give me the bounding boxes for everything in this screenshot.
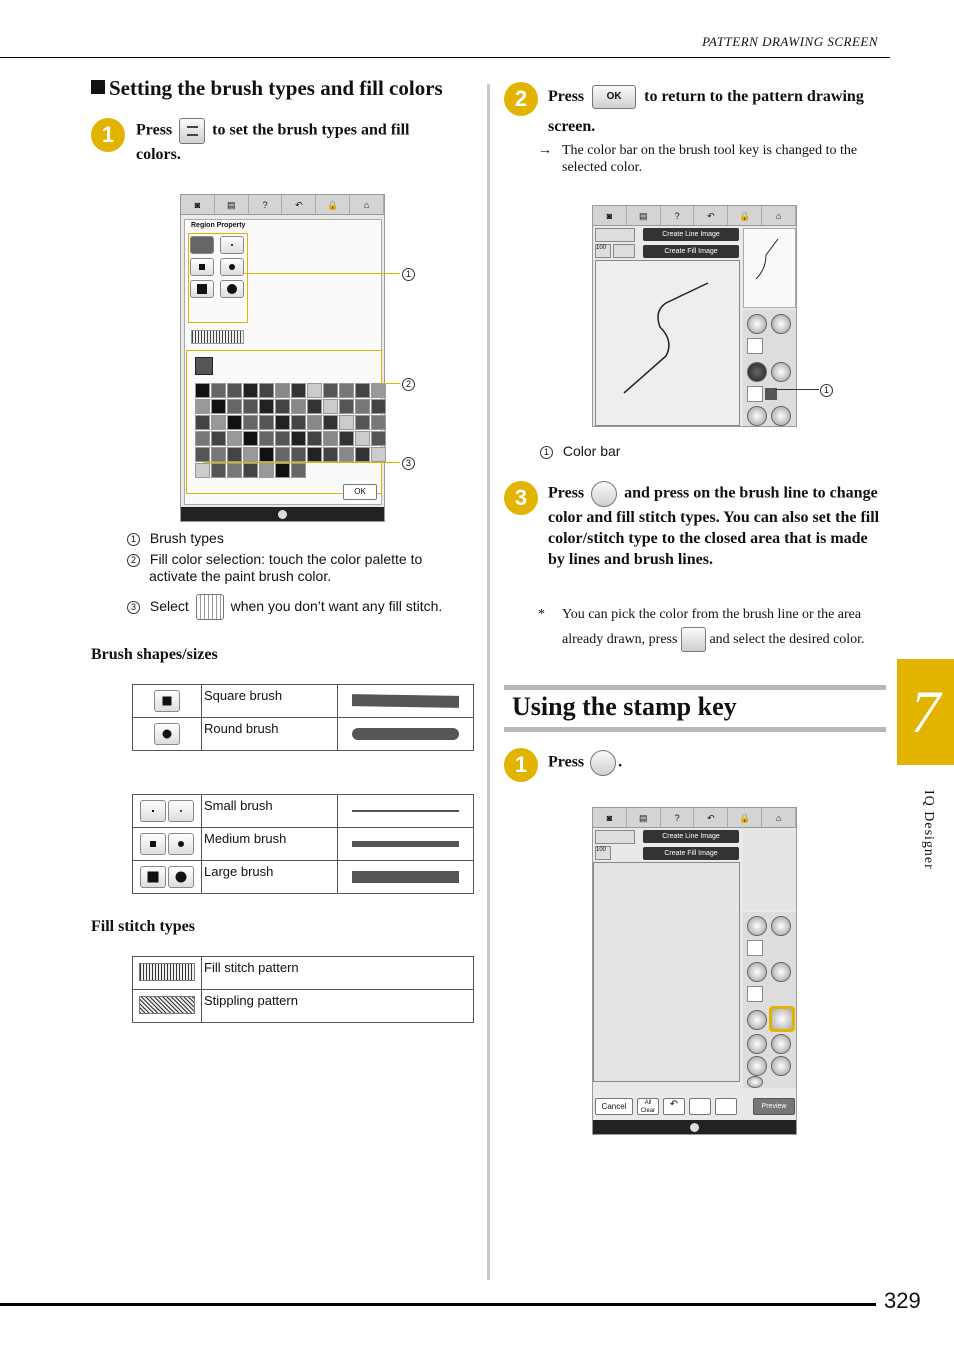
lock-icon[interactable]: 🔒 [728, 206, 762, 225]
palette-swatch[interactable] [211, 415, 226, 430]
current-color-swatch [195, 357, 213, 375]
palette-swatch[interactable] [291, 383, 306, 398]
palette-swatch[interactable] [243, 447, 258, 462]
camera-icon[interactable]: ◙ [593, 206, 627, 225]
small-brush-label: Small brush [202, 795, 338, 828]
palette-swatch[interactable] [275, 431, 290, 446]
brush-medium-round[interactable] [220, 258, 244, 276]
cut-icon[interactable] [771, 1034, 791, 1054]
line-type-icon[interactable] [771, 916, 791, 936]
palette-swatch[interactable] [371, 447, 386, 462]
running-header: PATTERN DRAWING SCREEN [702, 34, 878, 49]
brush-shapes-table [132, 684, 474, 751]
scroll-down-icon[interactable] [690, 1123, 699, 1132]
preview-button[interactable]: Preview [753, 1098, 795, 1115]
caption-no-fill: 3 Select when you don’t want any fill stitch. [127, 593, 467, 620]
no-fill-stitch-icon [196, 594, 224, 620]
palette-swatch[interactable] [323, 415, 338, 430]
step-3-note: * You can pick the color from the brush line or the area already drawn, press and select the desired color. [538, 602, 883, 652]
line-tool-button[interactable] [595, 830, 635, 844]
palette-swatch[interactable] [259, 447, 274, 462]
palette-swatch[interactable] [371, 415, 386, 430]
palette-swatch[interactable] [227, 415, 242, 430]
home-icon[interactable]: ⌂ [762, 808, 796, 827]
palette-swatch[interactable] [323, 383, 338, 398]
round-brush-label: Round brush [202, 718, 338, 751]
palette-swatch[interactable] [275, 399, 290, 414]
callout-line-color-bar [775, 389, 819, 390]
callout-num-1: 1 [820, 384, 833, 397]
palette-swatch[interactable] [371, 399, 386, 414]
section-title: Setting the brush types and fill colors [91, 76, 443, 101]
palette-swatch[interactable] [227, 463, 242, 478]
help-icon[interactable]: ? [661, 206, 695, 225]
eyedropper-icon[interactable] [747, 386, 763, 402]
palette-swatch[interactable] [195, 447, 210, 462]
palette-swatch[interactable] [323, 447, 338, 462]
table-row [133, 718, 474, 751]
brush-shapes-heading: Brush shapes/sizes [91, 646, 218, 663]
region-property-button[interactable] [179, 118, 205, 144]
brush-types-group [188, 233, 248, 323]
round-brush-sample [352, 728, 459, 740]
step-2-text: Press OK to return to the pattern drawing screen. [548, 82, 883, 142]
undo-icon[interactable]: ↶ [694, 206, 728, 225]
callout-num-3: 3 [402, 457, 415, 470]
drawing-canvas[interactable] [595, 260, 740, 426]
callout-num-2: 2 [402, 378, 415, 391]
palette-swatch[interactable] [227, 447, 242, 462]
step-number: 1 [504, 748, 538, 782]
brush-tool-icon[interactable] [747, 962, 767, 982]
table-row [133, 828, 474, 861]
palette-swatch[interactable] [195, 431, 210, 446]
color-palette[interactable] [195, 383, 386, 478]
palette-swatch[interactable] [355, 383, 370, 398]
all-clear-button[interactable]: All Clear [637, 1098, 659, 1115]
palette-swatch[interactable] [339, 383, 354, 398]
brush-tiny-square[interactable] [190, 236, 214, 254]
palette-swatch[interactable] [259, 431, 274, 446]
palette-swatch[interactable] [195, 383, 210, 398]
table-row [133, 957, 474, 990]
stamp-section-band [504, 685, 886, 732]
square-brush-icon [154, 690, 180, 712]
brush-medium-square[interactable] [190, 258, 214, 276]
palette-swatch[interactable] [307, 399, 322, 414]
palette-swatch[interactable] [259, 383, 274, 398]
screen-footer [593, 1120, 796, 1134]
medium-brush-label: Medium brush [202, 828, 338, 861]
clear-button[interactable] [689, 1098, 711, 1115]
stamp-section-title: Using the stamp key [512, 692, 737, 721]
palette-swatch[interactable] [371, 431, 386, 446]
color-palette-group [186, 350, 382, 494]
fill-stitch-pattern-icon [139, 963, 195, 981]
palette-swatch[interactable] [227, 431, 242, 446]
cancel-button[interactable]: Cancel [595, 1098, 633, 1115]
palette-swatch[interactable] [307, 415, 322, 430]
callout-line-2 [381, 383, 400, 384]
small-brush-sample [352, 810, 459, 812]
medium-brush-sample [352, 841, 459, 847]
ok-button-icon: OK [592, 85, 636, 109]
palette-swatch[interactable] [339, 415, 354, 430]
step-2-result: → The color bar on the brush tool key is changed to the selected color. [538, 143, 858, 175]
screen-footer [181, 507, 384, 521]
stamp-icon[interactable] [769, 1006, 795, 1032]
stamp-step-1-text: Press . [548, 750, 622, 776]
line-tool-icon[interactable] [747, 314, 767, 334]
palette-swatch[interactable] [259, 415, 274, 430]
screen-toolbar [181, 195, 384, 215]
eyedropper-icon[interactable] [747, 338, 763, 354]
palette-swatch[interactable] [307, 431, 322, 446]
header-rule [0, 57, 890, 58]
palette-swatch[interactable] [243, 383, 258, 398]
eyedropper-icon[interactable] [747, 986, 763, 1002]
camera-icon[interactable]: ◙ [593, 808, 627, 827]
brush-type-icon[interactable] [771, 362, 791, 382]
palette-swatch[interactable] [243, 463, 258, 478]
palette-swatch[interactable] [275, 415, 290, 430]
stippling-pattern-icon [139, 996, 195, 1014]
caption-color-bar: 1 Color bar [540, 443, 620, 460]
palette-swatch[interactable] [371, 383, 386, 398]
file-icon[interactable]: ▤ [215, 195, 249, 214]
callout-line-3 [203, 462, 400, 463]
zoom-icon[interactable] [613, 244, 635, 258]
step-number: 3 [504, 481, 538, 515]
palette-swatch[interactable] [307, 383, 322, 398]
screen-toolbar [593, 206, 796, 226]
brush-sizes-table [132, 794, 474, 894]
palette-swatch[interactable] [195, 463, 210, 478]
tool-panel [743, 912, 796, 1088]
redo-button[interactable] [715, 1098, 737, 1115]
square-brush-label: Square brush [202, 685, 338, 718]
large-square-brush-icon [140, 866, 166, 888]
zoom-level[interactable]: 100 [595, 846, 611, 860]
palette-swatch[interactable] [243, 431, 258, 446]
preview-line [744, 229, 797, 309]
region-property-screen [180, 194, 385, 522]
small-round-brush-icon [168, 800, 194, 822]
step-number: 2 [504, 82, 538, 116]
line-tool-icon[interactable] [747, 916, 767, 936]
callout-line-1 [245, 273, 400, 274]
camera-icon[interactable]: ◙ [181, 195, 215, 214]
brush-type-icon[interactable] [771, 962, 791, 982]
palette-swatch[interactable] [291, 399, 306, 414]
step-number: 1 [91, 118, 125, 152]
palette-swatch[interactable] [355, 399, 370, 414]
panel-title: Region Property [191, 222, 246, 229]
palette-swatch[interactable] [323, 431, 338, 446]
palette-swatch[interactable] [355, 431, 370, 446]
brush-tiny-round[interactable] [220, 236, 244, 254]
table-row [133, 861, 474, 894]
eraser-icon[interactable] [747, 406, 767, 426]
lock-icon[interactable]: 🔒 [728, 808, 762, 827]
help-icon[interactable]: ? [249, 195, 283, 214]
table-row [133, 795, 474, 828]
fill-types-table [132, 956, 474, 1023]
stamp-icon[interactable] [771, 406, 791, 426]
table-row [133, 990, 474, 1023]
fill-stitch-selector[interactable] [191, 330, 244, 344]
eraser-icon[interactable] [747, 1010, 767, 1030]
undo-icon[interactable]: ↶ [694, 808, 728, 827]
small-square-brush-icon [140, 800, 166, 822]
palette-swatch[interactable] [339, 447, 354, 462]
zoom-level[interactable]: 100 [595, 244, 611, 258]
palette-swatch[interactable] [227, 399, 242, 414]
column-divider [487, 84, 490, 1280]
palette-swatch[interactable] [355, 447, 370, 462]
palette-swatch[interactable] [211, 383, 226, 398]
stippling-label: Stippling pattern [202, 990, 474, 1023]
palette-swatch[interactable] [211, 399, 226, 414]
create-fill-image-button[interactable]: Create Fill Image [643, 245, 739, 258]
line-type-icon[interactable] [771, 314, 791, 334]
eyedropper-button-icon [681, 627, 706, 652]
palette-swatch[interactable] [291, 415, 306, 430]
palette-swatch[interactable] [355, 415, 370, 430]
footer-rule [0, 1303, 876, 1306]
large-round-brush-icon [168, 866, 194, 888]
create-line-image-button[interactable]: Create Line Image [643, 830, 739, 843]
fill-stitch-label: Fill stitch pattern [202, 957, 474, 990]
copy-icon[interactable] [747, 1056, 767, 1076]
palette-swatch[interactable] [211, 447, 226, 462]
brush-large-square[interactable] [190, 280, 214, 298]
line-tool-button[interactable] [595, 228, 635, 242]
square-bullet-icon [91, 80, 105, 94]
create-fill-image-button[interactable]: Create Fill Image [643, 847, 739, 860]
palette-swatch[interactable] [227, 383, 242, 398]
list-icon [187, 126, 198, 136]
step-1-text: Press to set the brush types and fill colors. [136, 118, 456, 165]
palette-swatch[interactable] [323, 399, 338, 414]
palette-swatch[interactable] [339, 399, 354, 414]
undo-icon[interactable]: ↶ [282, 195, 316, 214]
palette-swatch[interactable] [243, 399, 258, 414]
brush-large-round[interactable] [220, 280, 244, 298]
page-number: 329 [884, 1288, 921, 1313]
undo-button[interactable]: ↶ [663, 1098, 685, 1115]
palette-swatch[interactable] [291, 447, 306, 462]
palette-swatch[interactable] [211, 431, 226, 446]
scroll-down-icon[interactable] [278, 510, 287, 519]
file-icon[interactable]: ▤ [627, 206, 661, 225]
eyedropper-icon[interactable] [747, 940, 763, 956]
ok-button[interactable]: OK [343, 484, 377, 500]
palette-swatch[interactable] [259, 399, 274, 414]
callout-num-1: 1 [402, 268, 415, 281]
palette-swatch[interactable] [291, 431, 306, 446]
select-icon[interactable] [747, 1034, 767, 1054]
palette-swatch[interactable] [243, 415, 258, 430]
fill-types-heading: Fill stitch types [91, 918, 195, 935]
palette-swatch[interactable] [307, 447, 322, 462]
drawing-canvas[interactable] [593, 862, 740, 1082]
palette-swatch[interactable] [291, 463, 306, 478]
preview-pane [743, 228, 796, 308]
help-icon[interactable]: ? [661, 808, 695, 827]
palette-swatch[interactable] [275, 447, 290, 462]
palette-swatch[interactable] [275, 383, 290, 398]
brush-tool-icon[interactable] [747, 362, 767, 382]
palette-swatch[interactable] [211, 463, 226, 478]
stamp-screen [592, 807, 797, 1135]
step-3-text: Press and press on the brush line to change color and fill stitch types. You can also set the fill color/stitch type to the closed area that is made by lines and brush lines. [548, 481, 888, 570]
large-brush-label: Large brush [202, 861, 338, 894]
create-line-image-button[interactable]: Create Line Image [643, 228, 739, 241]
large-brush-sample [352, 871, 459, 883]
brush-tool-button-icon [591, 481, 617, 507]
fill-icon[interactable] [747, 1076, 763, 1088]
palette-swatch[interactable] [275, 463, 290, 478]
drawn-line [596, 261, 741, 427]
palette-swatch[interactable] [259, 463, 274, 478]
file-icon[interactable]: ▤ [627, 808, 661, 827]
drawing-screen [592, 205, 797, 427]
table-row [133, 685, 474, 718]
home-icon[interactable]: ⌂ [762, 206, 796, 225]
square-brush-sample [352, 694, 459, 708]
medium-square-brush-icon [140, 833, 166, 855]
home-icon[interactable]: ⌂ [350, 195, 384, 214]
screen-toolbar [593, 808, 796, 828]
preview-pane [743, 830, 796, 910]
stamp-button-icon [590, 750, 616, 776]
chapter-label: IQ Designer [921, 790, 936, 870]
paste-icon[interactable] [771, 1056, 791, 1076]
medium-round-brush-icon [168, 833, 194, 855]
tool-panel [743, 310, 796, 426]
lock-icon[interactable]: 🔒 [316, 195, 350, 214]
round-brush-icon [154, 723, 180, 745]
caption-brush-types: 1 Brush types [127, 530, 467, 547]
caption-fill-color: 2 Fill color selection: touch the color palette to activate the paint brush color. [127, 551, 457, 585]
palette-swatch[interactable] [195, 399, 210, 414]
palette-swatch[interactable] [195, 415, 210, 430]
palette-swatch[interactable] [339, 431, 354, 446]
chapter-tab: 7 [897, 659, 954, 765]
